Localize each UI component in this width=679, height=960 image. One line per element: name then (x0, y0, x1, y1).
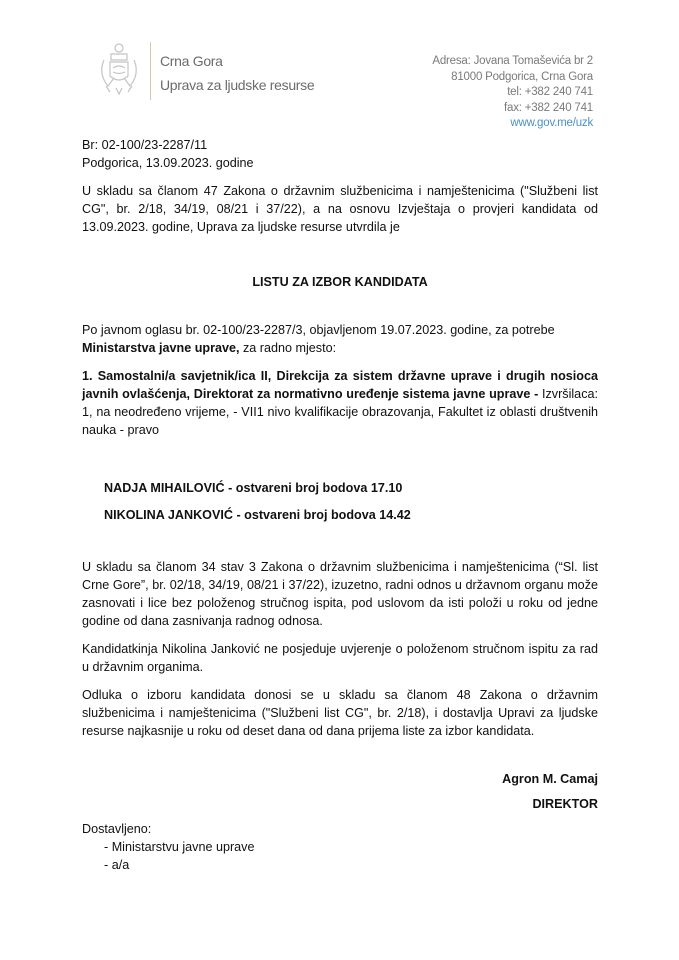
candidate-item: NADJA MIHAILOVIĆ - ostvareni broj bodova 17.10 (104, 481, 403, 495)
header-divider (150, 42, 151, 100)
signer-title: DIREKTOR (532, 797, 598, 811)
legal-paragraph: U skladu sa članom 34 stav 3 Zakona o državnim službenicima i namještenicima (“Sl. list Crne Gore”, br. 02/18, 34/19, 08/21 i 37/22), izuzetno, radni odnos u državnom organu može zasnovati i lice bez položenog stručnog ispita, pod uslovom da isti položi u roku od jedne godine od dana zasnivanja radnog odnosa. (82, 560, 598, 628)
address-line: 81000 Podgorica, Crna Gora (451, 70, 593, 83)
candidate-item: NIKOLINA JANKOVIĆ - ostvareni broj bodova 14.42 (104, 508, 411, 522)
position-paragraph (82, 367, 598, 439)
exam-note-paragraph: Kandidatkinja Nikolina Janković ne posjeduje uvjerenje o položenom stručnom ispitu za rad u državnim organima. (82, 642, 598, 674)
delivered-label: Dostavljeno: (82, 822, 152, 836)
document-title: LISTU ZA IZBOR KANDIDATA (252, 275, 428, 289)
ad-text: Po javnom oglasu br. 02-100/23-2287/3, objavljenom 19.07.2023. godine, za potrebe (82, 323, 555, 337)
reference-number: Br: 02-100/23-2287/11 (82, 138, 208, 152)
signer-name: Agron M. Camaj (502, 772, 598, 786)
phone: tel: +382 240 741 (507, 86, 593, 98)
website-link[interactable]: www.gov.me/uzk (510, 117, 593, 129)
address-line: Adresa: Jovana Tomaševića br 2 (432, 55, 593, 67)
ad-suffix: za radno mjesto: (239, 341, 337, 355)
org-agency: Uprava za ljudske resurse (160, 77, 315, 93)
place-date: Podgorica, 13.09.2023. godine (82, 156, 254, 170)
delivered-list (82, 838, 598, 874)
document-body (82, 136, 598, 874)
organization-name (160, 49, 314, 97)
list-item: - a/a (104, 858, 130, 872)
ministry-name: Ministarstva javne uprave, (82, 341, 240, 355)
coat-of-arms-logo (96, 42, 142, 98)
intro-paragraph: U skladu sa članom 47 Zakona o državnim službenicima i namještenicima ("Službeni list CG", br. 2/18, 34/19, 08/21 i 37/22), a na osnovu Izvještaja o provjeri kandidata od 13.09.2023. godine, Uprava za ljudske resurse utvrdila je (82, 184, 598, 234)
decision-paragraph: Odluka o izboru kandidata donosi se u skladu sa članom 48 Zakona o državnim službenicima i namještenicima ("Službeni list CG", br. 2/18), i dostavlja Upravi za ljudske resurse najkasnije u roku od deset dana od dana prijema liste za izbor kandidata. (82, 688, 598, 738)
position-title: 1. Samostalni/a savjetnik/ica II, Direkcija za sistem državne uprave i drugih nosioca javnih ovlašćenja, Direktorat za normativno uređenje sistema javne uprave - (82, 369, 598, 401)
org-country: Crna Gora (160, 53, 223, 69)
fax: fax: +382 240 741 (504, 101, 593, 114)
list-item: - Ministarstvu javne uprave (104, 840, 255, 854)
ad-paragraph (82, 321, 598, 357)
position-details: Izvršilaca: 1, na neodređeno vrijeme, - VII1 nivo kvalifikacije obrazovanja, Fakultet iz oblasti društvenih nauka - pravo (82, 387, 598, 437)
contact-address (432, 54, 593, 132)
